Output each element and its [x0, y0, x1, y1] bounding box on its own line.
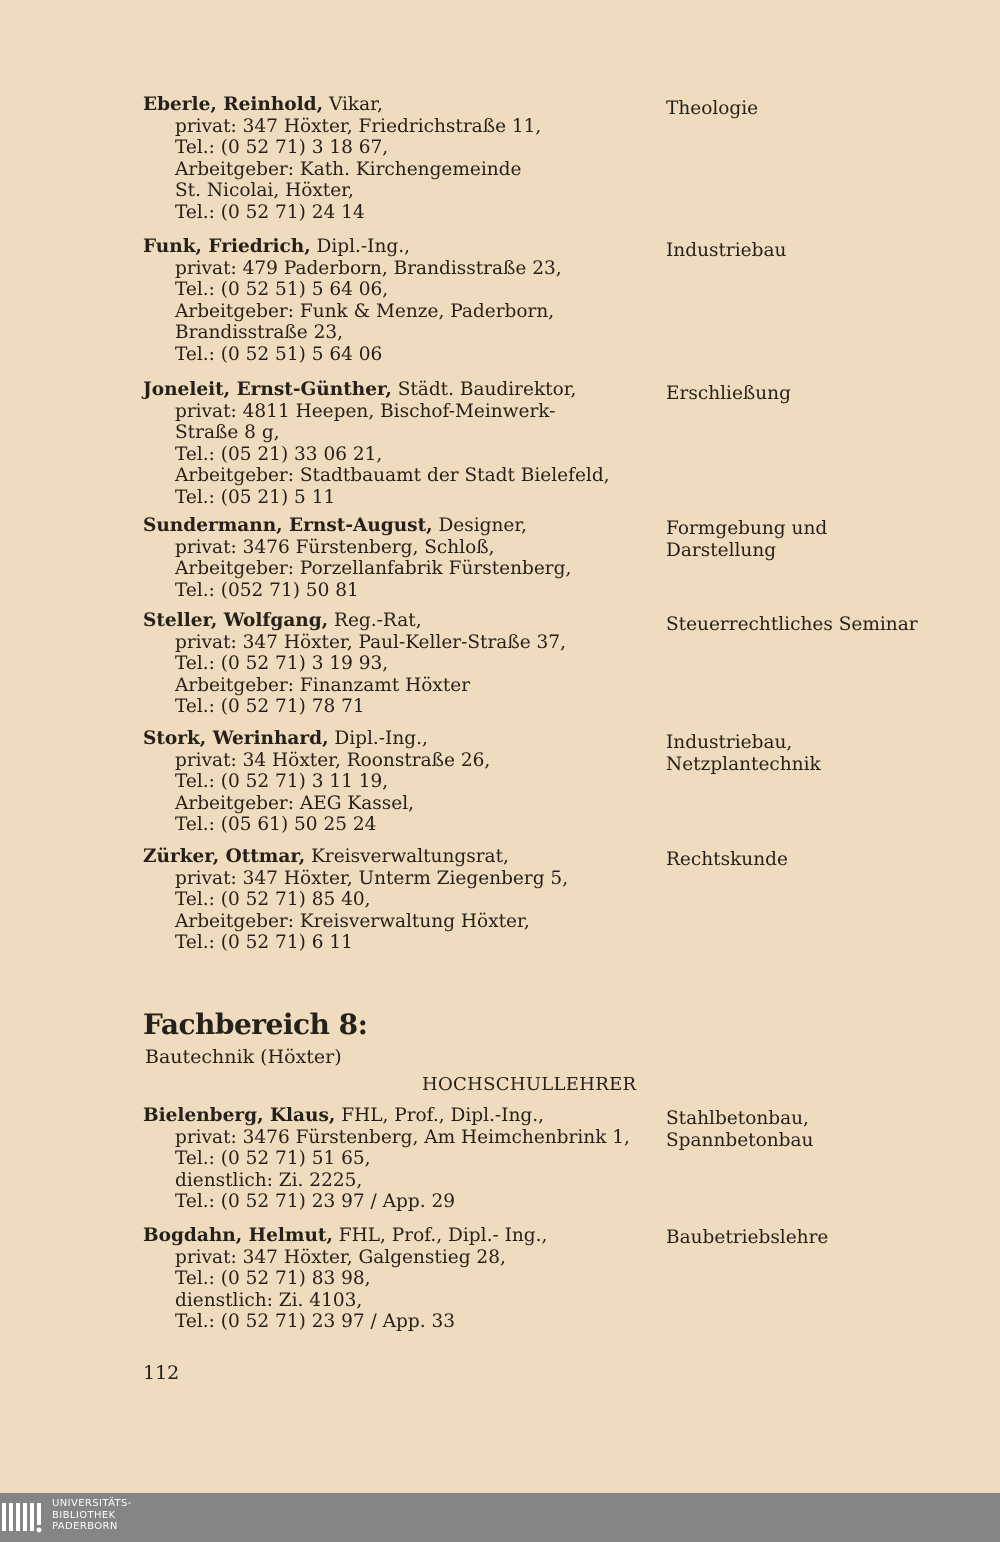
- entry-line: Arbeitgeber: Funk & Menze, Paderborn,: [175, 300, 555, 322]
- entry-header: [143, 728, 653, 750]
- entry-line: Arbeitgeber: Kath. Kirchengemeinde: [175, 158, 522, 180]
- entry-line: privat: 34 Höxter, Roonstraße 26,: [175, 749, 491, 771]
- entry-line: privat: 3476 Fürstenberg, Am Heimchenbrink 1,: [175, 1126, 630, 1148]
- entry-line: Tel.: (0 52 71) 3 18 67,: [175, 137, 389, 159]
- entry-header: [143, 1105, 653, 1127]
- person-name: Bogdahn, Helmut,: [143, 1225, 333, 1246]
- section-subheading: Bautechnik (Höxter): [145, 1046, 342, 1068]
- person-title: Städt. Baudirektor,: [391, 379, 577, 400]
- subject-line: Darstellung: [666, 539, 777, 561]
- role-heading: HOCHSCHULLEHRER: [422, 1074, 637, 1095]
- directory-entry: [143, 610, 963, 718]
- entry-line: Tel.: (05 61) 50 25 24: [175, 814, 377, 836]
- directory-entry: [143, 94, 963, 224]
- person-name: Bielenberg, Klaus,: [143, 1105, 336, 1126]
- entry-line: Tel.: (05 21) 33 06 21,: [175, 443, 383, 465]
- subject-line: Industriebau: [666, 240, 787, 261]
- library-name-line: UNIVERSITÄTS-: [52, 1498, 132, 1509]
- entry-line: Tel.: (0 52 71) 3 19 93,: [175, 653, 389, 675]
- entry-line: dienstlich: Zi. 2225,: [175, 1169, 363, 1191]
- subject-area: [666, 614, 918, 636]
- entry-line: Straße 8 g,: [175, 422, 280, 444]
- library-name-line: PADERBORN: [52, 1521, 118, 1532]
- entry-line: Arbeitgeber: Stadtbauamt der Stadt Bielefeld,: [175, 465, 610, 487]
- entry-line: Tel.: (0 52 51) 5 64 06: [175, 343, 383, 365]
- entry-line: Tel.: (0 52 71) 23 97 / App. 29: [175, 1191, 455, 1213]
- subject-line: Stahlbetonbau,: [666, 1108, 809, 1129]
- directory-entry: [143, 846, 963, 954]
- entry-line: Arbeitgeber: AEG Kassel,: [175, 792, 414, 814]
- person-title: Designer,: [432, 515, 528, 536]
- person-title: Reg.-Rat,: [328, 610, 422, 631]
- page-number: 112: [143, 1362, 180, 1384]
- entry-line: Tel.: (0 52 71) 85 40,: [175, 889, 371, 911]
- person-name: Eberle, Reinhold,: [143, 94, 324, 115]
- entry-line: privat: 4811 Heepen, Bischof-Meinwerk-: [175, 400, 556, 422]
- entry-line: privat: 3476 Fürstenberg, Schloß,: [175, 536, 495, 558]
- section-heading: Fachbereich 8:: [143, 1008, 368, 1041]
- person-name: Funk, Friedrich,: [143, 236, 311, 257]
- entry-header: [143, 379, 653, 401]
- directory-entry: [143, 515, 963, 601]
- entry-line: dienstlich: Zi. 4103,: [175, 1289, 363, 1311]
- person-name: Steller, Wolfgang,: [143, 610, 329, 631]
- subject-line: Spannbetonbau: [666, 1129, 814, 1151]
- directory-entry: [143, 1105, 963, 1213]
- person-title: Vikar,: [323, 94, 383, 115]
- entry-header: [143, 236, 653, 258]
- subject-area: [666, 240, 786, 262]
- entry-line: Tel.: (0 52 51) 5 64 06,: [175, 279, 389, 301]
- entry-line: Tel.: (0 52 71) 83 98,: [175, 1268, 371, 1290]
- subject-area: [666, 518, 827, 561]
- subject-area: [666, 98, 758, 120]
- entry-line: St. Nicolai, Höxter,: [175, 180, 354, 202]
- entry-line: Tel.: (0 52 71) 51 65,: [175, 1148, 371, 1170]
- person-name: Sundermann, Ernst-August,: [143, 515, 433, 536]
- entry-line: Tel.: (0 52 71) 78 71: [175, 696, 365, 718]
- person-name: Joneleit, Ernst-Günther,: [143, 379, 392, 400]
- entry-line: privat: 347 Höxter, Galgenstieg 28,: [175, 1246, 506, 1268]
- person-title: Dipl.-Ing.,: [328, 728, 428, 749]
- entry-line: Tel.: (0 52 71) 23 97 / App. 33: [175, 1311, 455, 1333]
- entry-line: Arbeitgeber: Porzellanfabrik Fürstenberg,: [175, 558, 572, 580]
- subject-area: [666, 383, 791, 405]
- subject-line: Theologie: [666, 98, 759, 119]
- person-title: FHL, Prof., Dipl.-Ing.,: [335, 1105, 544, 1126]
- subject-area: [666, 849, 788, 871]
- subject-line: Baubetriebslehre: [666, 1227, 829, 1248]
- subject-area: [666, 1108, 813, 1151]
- entry-line: Tel.: (05 21) 5 11: [175, 486, 336, 508]
- entry-line: Brandisstraße 23,: [175, 322, 344, 344]
- subject-area: [666, 1227, 828, 1249]
- person-title: FHL, Prof., Dipl.- Ing.,: [332, 1225, 548, 1246]
- entry-line: Tel.: (052 71) 50 81: [175, 579, 359, 601]
- directory-entry: [143, 728, 963, 836]
- person-name: Zürker, Ottmar,: [143, 846, 306, 867]
- library-name: [52, 1498, 132, 1533]
- entry-line: Tel.: (0 52 71) 24 14: [175, 201, 365, 223]
- entry-line: Tel.: (0 52 71) 3 11 19,: [175, 771, 389, 793]
- directory-entry: [143, 1225, 963, 1333]
- person-title: Dipl.-Ing.,: [310, 236, 410, 257]
- subject-line: Steuerrechtliches Seminar: [666, 614, 918, 635]
- directory-entry: [143, 379, 963, 509]
- subject-area: [666, 732, 821, 775]
- entry-header: [143, 610, 653, 632]
- library-footer: [0, 1493, 1000, 1542]
- entry-line: privat: 347 Höxter, Friedrichstraße 11,: [175, 115, 542, 137]
- entry-line: privat: 347 Höxter, Paul-Keller-Straße 37,: [175, 631, 566, 653]
- library-logo-icon: [2, 1499, 46, 1535]
- entry-header: [143, 515, 653, 537]
- subject-line: Netzplantechnik: [666, 753, 821, 775]
- entry-header: [143, 846, 653, 868]
- subject-line: Industriebau,: [666, 732, 793, 753]
- entry-line: privat: 347 Höxter, Unterm Ziegenberg 5,: [175, 867, 569, 889]
- entry-header: [143, 1225, 653, 1247]
- entry-line: Tel.: (0 52 71) 6 11: [175, 932, 353, 954]
- subject-line: Rechtskunde: [666, 849, 788, 870]
- entry-line: Arbeitgeber: Kreisverwaltung Höxter,: [175, 910, 530, 932]
- entry-line: Arbeitgeber: Finanzamt Höxter: [175, 674, 471, 696]
- directory-entry: [143, 236, 963, 366]
- person-title: Kreisverwaltungsrat,: [305, 846, 509, 867]
- entry-line: privat: 479 Paderborn, Brandisstraße 23,: [175, 257, 562, 279]
- entry-header: [143, 94, 653, 116]
- subject-line: Erschließung: [666, 383, 791, 404]
- subject-line: Formgebung und: [666, 518, 828, 539]
- person-name: Stork, Werinhard,: [143, 728, 329, 749]
- library-name-line: BIBLIOTHEK: [52, 1509, 116, 1521]
